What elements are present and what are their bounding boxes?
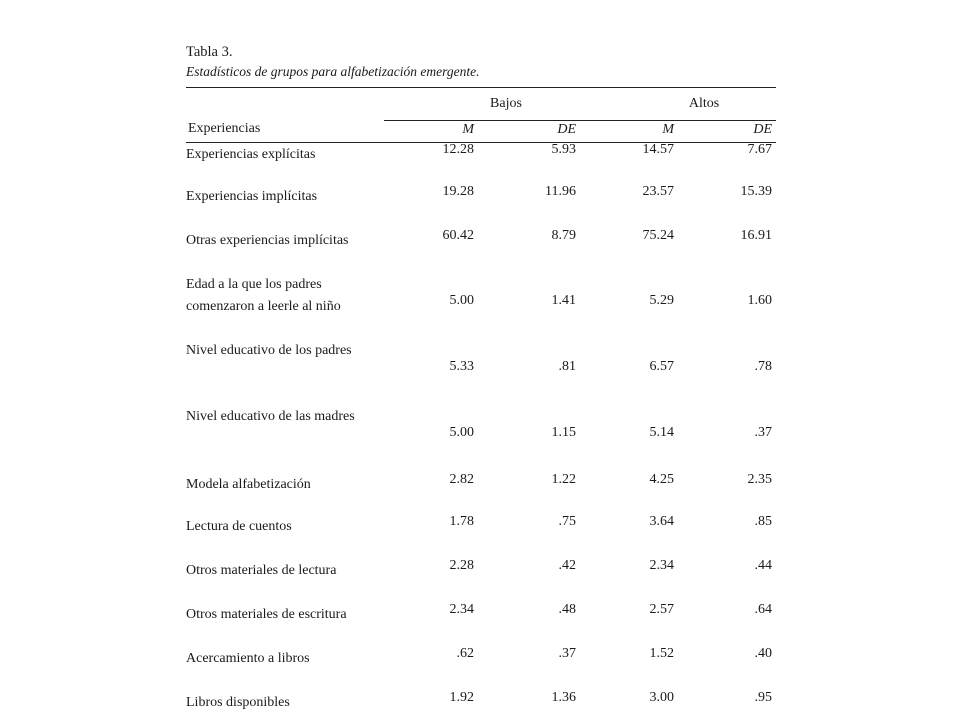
cell-altos-de: .95 bbox=[754, 690, 772, 705]
cell-altos-de: .78 bbox=[754, 359, 772, 374]
cell-bajos-de: .42 bbox=[558, 558, 576, 573]
table-caption: Estadísticos de grupos para alfabetización emergente. bbox=[186, 64, 480, 79]
cell-altos-m: 5.14 bbox=[649, 425, 674, 440]
cell-altos-de: 7.67 bbox=[747, 142, 772, 157]
cell-bajos-de: 1.15 bbox=[551, 425, 576, 440]
cell-bajos-m: 12.28 bbox=[442, 142, 474, 157]
cell-altos-de: .37 bbox=[754, 425, 772, 440]
cell-altos-de: .85 bbox=[754, 514, 772, 529]
row-label: Lectura de cuentos bbox=[186, 519, 292, 534]
cell-bajos-m: 60.42 bbox=[442, 228, 474, 243]
row-label: Experiencias implícitas bbox=[186, 189, 318, 204]
row-label: Acercamiento a libros bbox=[186, 651, 310, 666]
cell-altos-de: 16.91 bbox=[740, 228, 772, 243]
cell-bajos-de: .48 bbox=[558, 602, 576, 617]
cell-bajos-m: 5.00 bbox=[449, 425, 474, 440]
row-label: Nivel educativo de los padres bbox=[186, 343, 352, 358]
row-label: Nivel educativo de las madres bbox=[186, 409, 355, 424]
row-label: Libros disponibles bbox=[186, 695, 290, 710]
cell-bajos-de: 1.36 bbox=[551, 690, 576, 705]
table-top-rule bbox=[186, 87, 776, 88]
row-label: Otros materiales de lectura bbox=[186, 563, 337, 578]
cell-bajos-m: 5.33 bbox=[449, 359, 474, 374]
cell-altos-m: 6.57 bbox=[649, 359, 674, 374]
cell-bajos-m: 1.78 bbox=[449, 514, 474, 529]
row-label: Modela alfabetización bbox=[186, 477, 311, 492]
cell-altos-de: 1.60 bbox=[747, 293, 772, 308]
header-bottom-rule bbox=[186, 142, 776, 143]
cell-altos-de: 15.39 bbox=[740, 184, 772, 199]
cell-altos-m: 14.57 bbox=[642, 142, 674, 157]
cell-bajos-m: .62 bbox=[456, 646, 474, 661]
cell-altos-m: 23.57 bbox=[642, 184, 674, 199]
cell-bajos-de: 1.22 bbox=[551, 472, 576, 487]
cell-altos-de: .44 bbox=[754, 558, 772, 573]
cell-altos-m: 75.24 bbox=[642, 228, 674, 243]
cell-altos-de: .64 bbox=[754, 602, 772, 617]
cell-altos-m: 2.57 bbox=[649, 602, 674, 617]
cell-altos-de: 2.35 bbox=[747, 472, 772, 487]
stat-header-altos-de: DE bbox=[753, 122, 772, 137]
table-number: Tabla 3. bbox=[186, 44, 233, 60]
cell-bajos-m: 2.34 bbox=[449, 602, 474, 617]
cell-altos-de: .40 bbox=[754, 646, 772, 661]
cell-bajos-de: 8.79 bbox=[551, 228, 576, 243]
cell-altos-m: 5.29 bbox=[649, 293, 674, 308]
cell-altos-m: 3.64 bbox=[649, 514, 674, 529]
cell-altos-m: 4.25 bbox=[649, 472, 674, 487]
group-header-bajos: Bajos bbox=[490, 96, 522, 111]
cell-altos-m: 2.34 bbox=[649, 558, 674, 573]
row-label: Edad a la que los padres comenzaron a leerle al niño bbox=[186, 277, 341, 314]
group-subheader-rule bbox=[384, 120, 776, 121]
cell-bajos-m: 2.82 bbox=[449, 472, 474, 487]
stat-header-bajos-m: M bbox=[462, 122, 474, 137]
cell-bajos-de: .81 bbox=[558, 359, 576, 374]
stat-header-bajos-de: DE bbox=[557, 122, 576, 137]
cell-bajos-de: 1.41 bbox=[551, 293, 576, 308]
cell-bajos-de: 5.93 bbox=[551, 142, 576, 157]
cell-bajos-m: 1.92 bbox=[449, 690, 474, 705]
row-label: Otros materiales de escritura bbox=[186, 607, 347, 622]
row-label: Otras experiencias implícitas bbox=[186, 233, 349, 248]
cell-bajos-m: 19.28 bbox=[442, 184, 474, 199]
row-label: Experiencias explícitas bbox=[186, 147, 316, 162]
cell-altos-m: 3.00 bbox=[649, 690, 674, 705]
stub-header: Experiencias bbox=[188, 121, 261, 136]
cell-bajos-de: .37 bbox=[558, 646, 576, 661]
cell-bajos-m: 2.28 bbox=[449, 558, 474, 573]
stat-header-altos-m: M bbox=[662, 122, 674, 137]
cell-bajos-m: 5.00 bbox=[449, 293, 474, 308]
group-header-altos: Altos bbox=[688, 96, 720, 111]
cell-bajos-de: .75 bbox=[558, 514, 576, 529]
cell-altos-m: 1.52 bbox=[649, 646, 674, 661]
cell-bajos-de: 11.96 bbox=[545, 184, 576, 199]
